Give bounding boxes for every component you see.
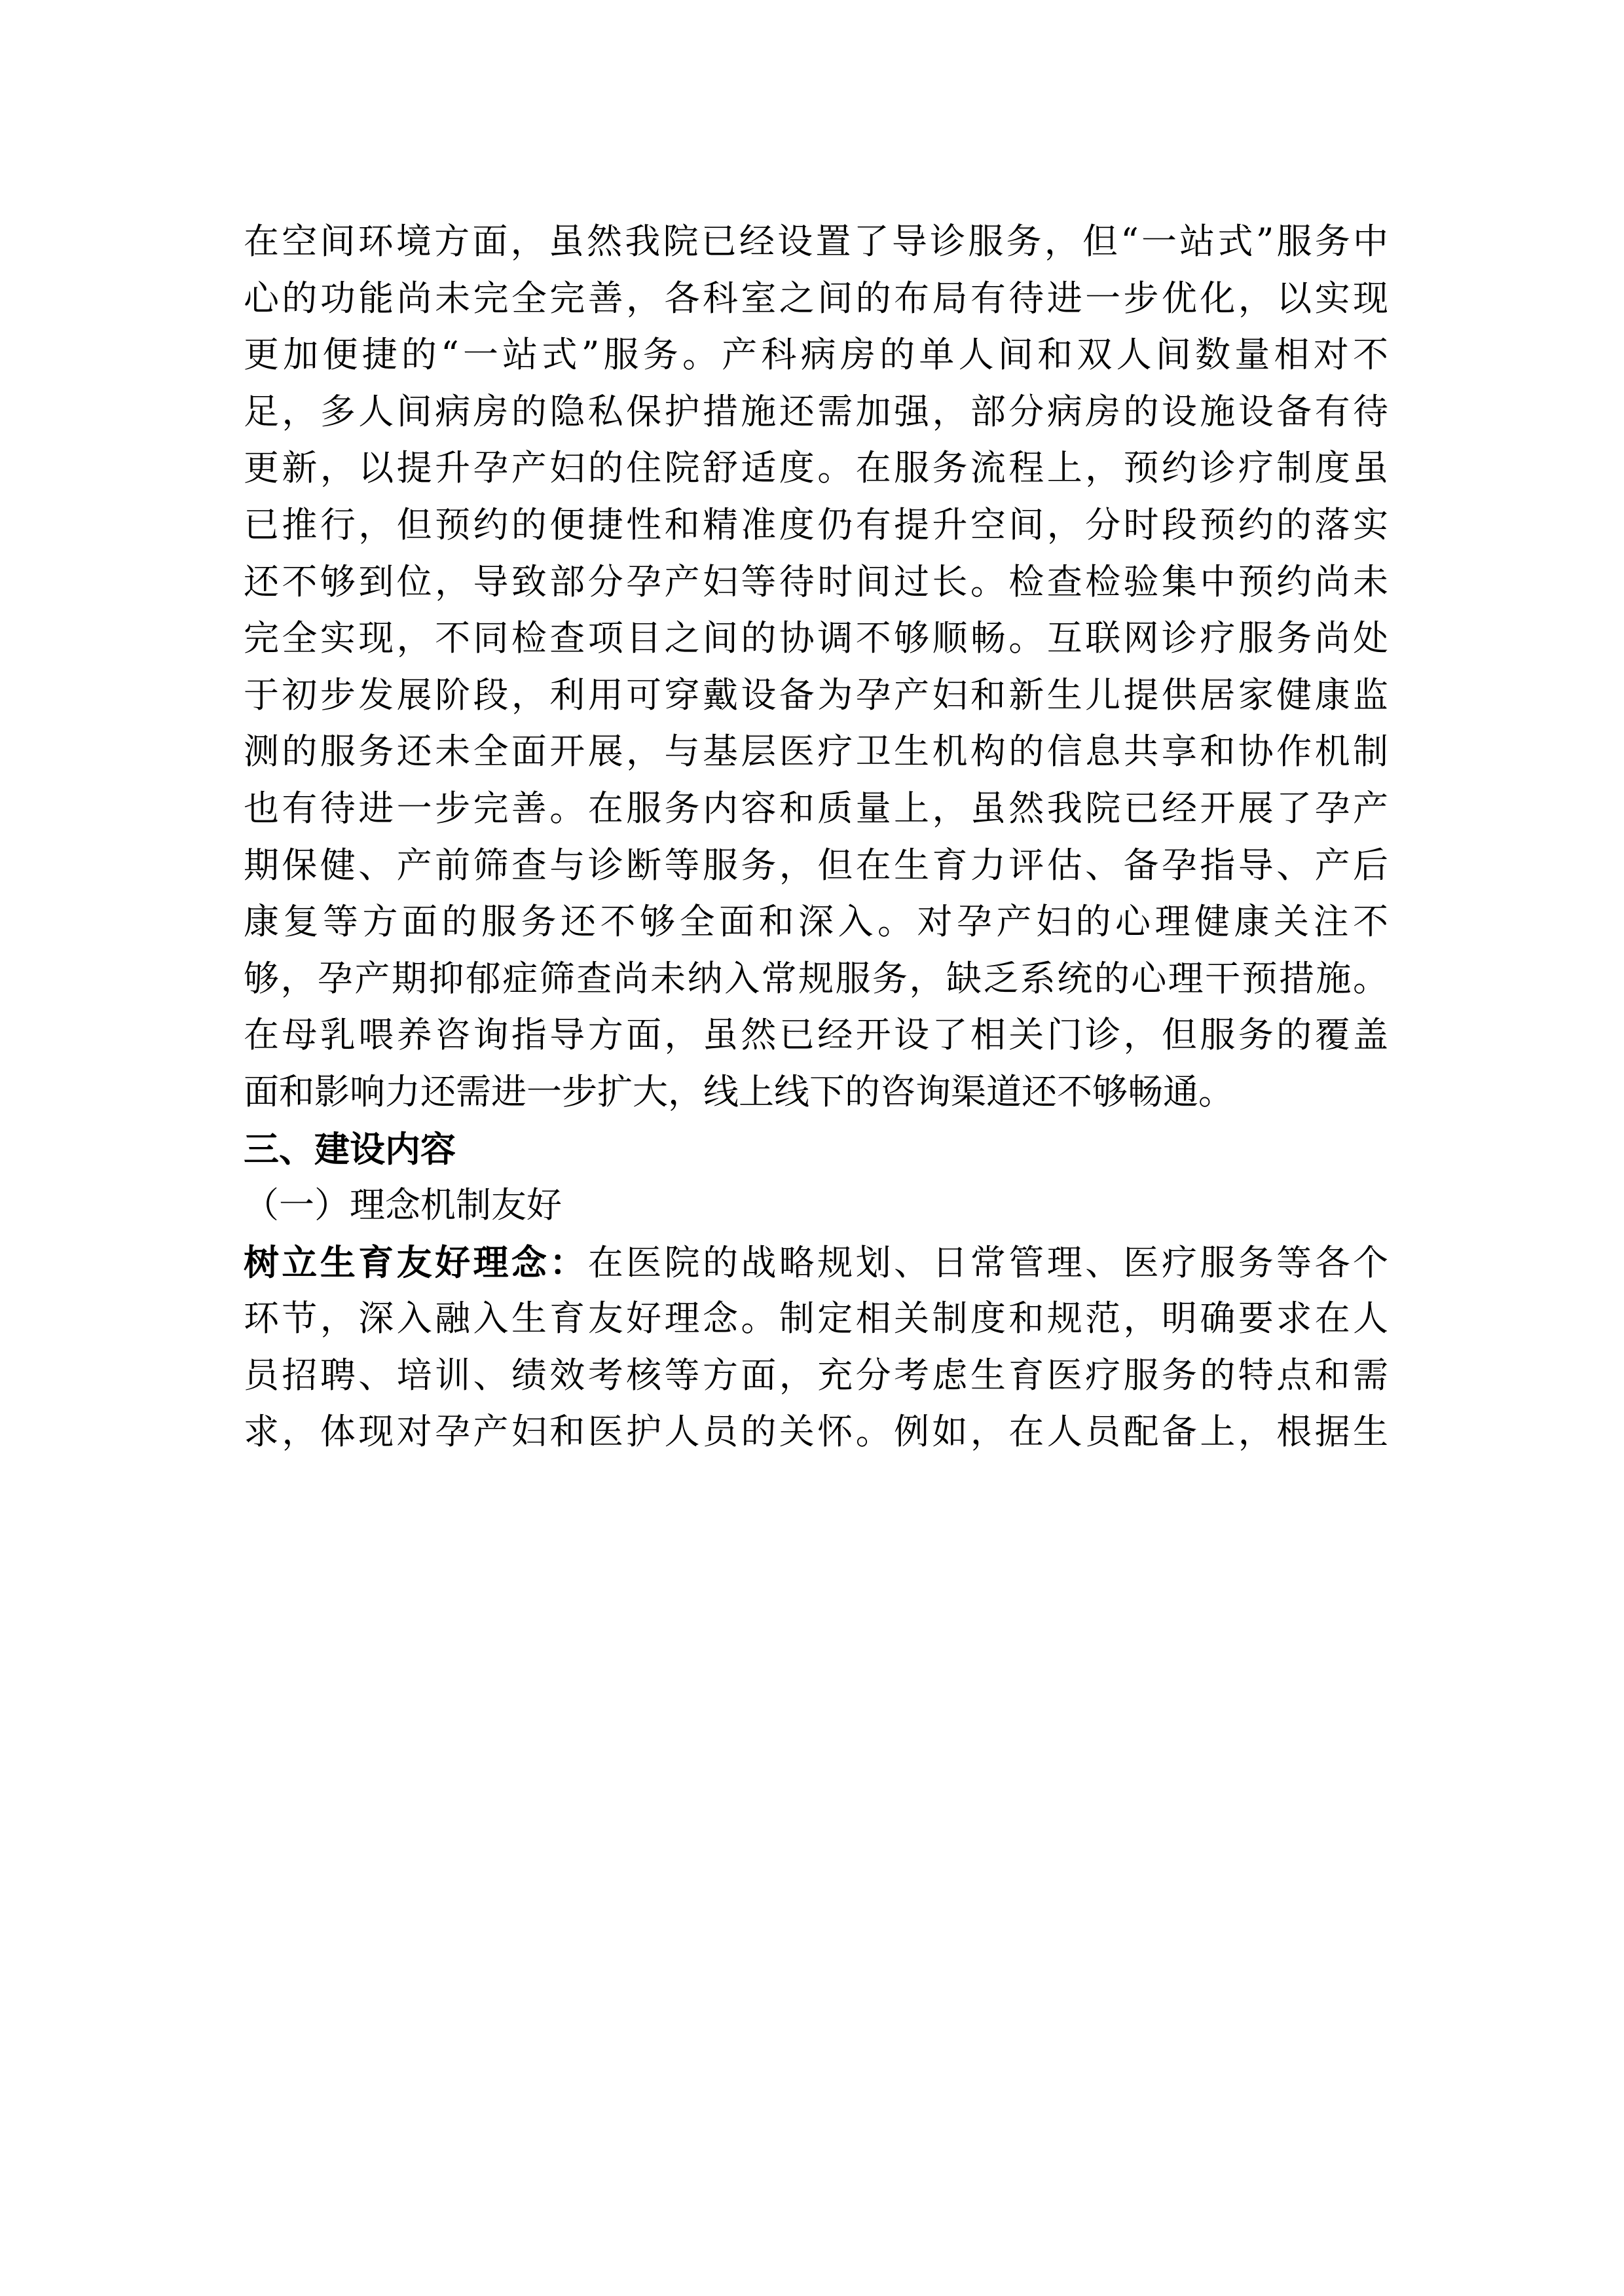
text-line: 在母乳喂养咨询指导方面，虽然已经开设了相关门诊，但服务的覆盖: [244, 1014, 1388, 1056]
lead-term: 树立生育友好理念：: [244, 1241, 588, 1283]
text-line: 还不够到位，导致部分孕产妇等待时间过长。检查检验集中预约尚未: [244, 560, 1388, 602]
text-line: 环节，深入融入生育友好理念。制定相关制度和规范，明确要求在人: [244, 1298, 1388, 1339]
text-line: 心的功能尚未完全完善，各科室之间的布局有待进一步优化，以实现: [244, 277, 1388, 319]
text-line: 期保健、产前筛查与诊断等服务，但在生育力评估、备孕指导、产后: [244, 844, 1388, 886]
text-line: 更新，以提升孕产妇的住院舒适度。在服务流程上，预约诊疗制度虽: [244, 447, 1388, 489]
section-heading: 三、建设内容: [244, 1127, 456, 1170]
text-line: 于初步发展阶段，利用可穿戴设备为孕产妇和新生儿提供居家健康监: [244, 674, 1388, 716]
text-line: 员招聘、培训、绩效考核等方面，充分考虑生育医疗服务的特点和需: [244, 1354, 1388, 1396]
text-line: 完全实现，不同检查项目之间的协调不够顺畅。互联网诊疗服务尚处: [244, 617, 1388, 659]
text-line: 够，孕产期抑郁症筛查尚未纳入常规服务，缺乏系统的心理干预措施。: [244, 957, 1388, 999]
text-line: 求，体现对孕产妇和医护人员的关怀。例如，在人员配备上，根据生: [244, 1411, 1388, 1453]
text-line: 也有待进一步完善。在服务内容和质量上，虽然我院已经开展了孕产: [244, 787, 1388, 829]
text-line: 康复等方面的服务还不够全面和深入。对孕产妇的心理健康关注不: [244, 901, 1388, 943]
text-line: 已推行，但预约的便捷性和精准度仍有提升空间，分时段预约的落实: [244, 503, 1388, 545]
text-line: [244, 1234, 1388, 1291]
document-page: [244, 213, 1388, 1461]
paragraph-space-environment: [244, 213, 1388, 1121]
text-line: 足，多人间病房的隐私保护措施还需加强，部分病房的设施设备有待: [244, 390, 1388, 432]
lead-text: 在医院的战略规划、日常管理、医疗服务等各个: [587, 1241, 1389, 1283]
subsection-heading: （一）理念机制友好: [244, 1184, 562, 1226]
text-line: 更加便捷的“一站式”服务。产科病房的单人间和双人间数量相对不: [244, 334, 1388, 376]
text-line: 在空间环境方面，虽然我院已经设置了导诊服务，但“一站式”服务中: [244, 221, 1388, 262]
text-line: 测的服务还未全面开展，与基层医疗卫生机构的信息共享和协作机制: [244, 731, 1388, 773]
text-line: 面和影响力还需进一步扩大，线上线下的咨询渠道还不够畅通。: [244, 1070, 1234, 1112]
paragraph-fertility-friendly-concept: [244, 1234, 1388, 1461]
